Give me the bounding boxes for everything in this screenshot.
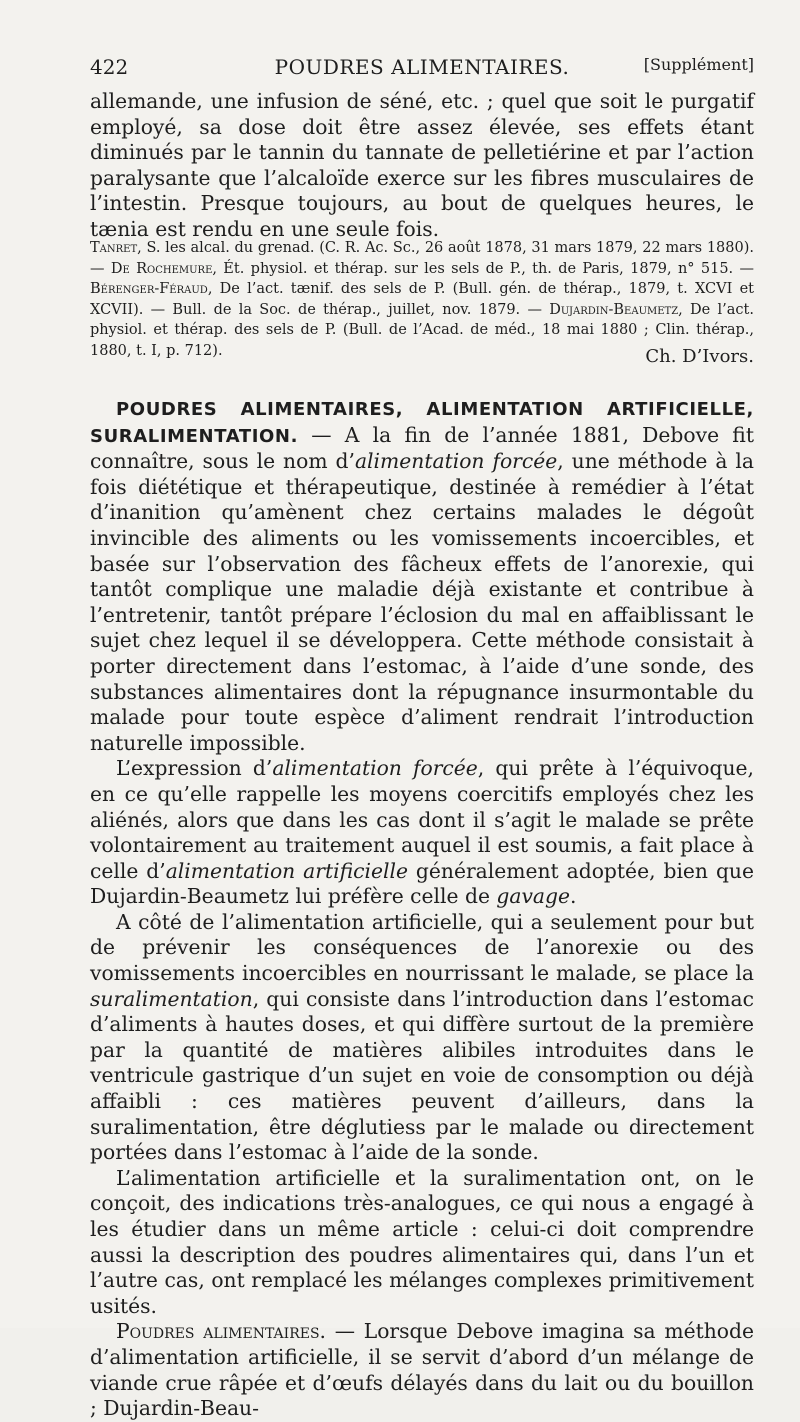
text-run: — A la fin de l’année 1881, Debove fit connaître, sous le nom d’ [90,422,754,474]
page-number: 422 [90,55,129,79]
text-run: L’expression d’ [116,756,273,781]
text-run: , qui prête à l’équivoque, en ce qu’elle rappelle les moyens coercitifs employés chez les aliénés, alors que dans les cas dont il s’agit le malade se prête volontairement au traitement auquel il est soumis, a fait place à celle d’ [90,756,754,883]
page-header [90,55,754,81]
article-paragraph-1 [90,396,754,756]
ref-author: Dujardin-Beaumetz [549,301,679,318]
intro-text: allemande, une infusion de séné, etc. ; quel que soit le purgatif employé, sa dose doit être assez élevée, ses effets étant diminués par le tannin du tannate de pelletiérine et par l’action paralysante que l’alcaloïde exerce sur les fibres musculaires de l’intestin. Presque toujours, au bout de quelques heures, le tænia est rendu en une seule fois. [90,89,754,241]
text-run: A côté de l’alimentation artificielle, qui a seulement pour but de prévenir les conséquences de l’anorexie ou des vomissements incoercibles en nourrissant le malade, se place la [90,909,754,986]
text-run: , qui consiste dans l’introduction dans l’estomac d’aliments à hautes doses, et qui diffère surtout de la première par la quantité de matières alibiles introduites dans le ventricule gastrique d’un sujet en voie de consomption ou déjà affaibli : ces matières peuvent d’ailleurs, dans la suralimentation, être déglutiess par le malade ou directement portées dans l’estomac à l’aide de la sonde. [90,986,754,1165]
ref-text: , Ét. physiol. et thérap. sur les sels de P., th. de Paris, 1879, n° 515. — [212,260,754,277]
running-title: POUDRES ALIMENTAIRES. [274,55,570,79]
article-paragraph-3 [90,910,754,1166]
bibliography [90,238,754,362]
text-run: généralement adoptée, bien que Dujardin-Beaumetz lui préfère celle de [90,858,754,909]
intro-paragraph [90,89,754,243]
text-run: , une méthode à la fois diététique et thérapeutique, destinée à remédier à l’état d’inanition qu’amènent chez certains malades le dégoût invincible des aliments ou les vomissements incoercibles, et basée sur l’observation des fâcheux effets de l’anorexie, qui tantôt complique une maladie déjà existante et contribue à l’entretenir, tantôt prépare l’éclosion du mal en affaiblissant le sujet chez lequel il se développera. Cette méthode consistait à porter directement dans l’estomac, à l’aide d’une sonde, des substances alimentaires dont la répugnance insurmontable du malade pour toute espèce d’aliment rendrait l’introduction naturelle impossible. [90,449,755,755]
article-headline: POUDRES ALIMENTAIRES, ALIMENTATION ARTIFICIELLE, SURALIMENTATION. [90,399,754,447]
section-label: [Supplément] [643,55,754,74]
article-paragraph-4: L’alimentation artificielle et la suralimentation ont, on le conçoit, des indications très-analogues, ce qui nous a engagé à les étudier dans un même article : celui-ci doit comprendre aussi la description des poudres alimentaires qui, dans l’un et l’autre cas, ont remplacé les mélanges complexes primitivement usités. [90,1165,754,1318]
article-paragraph-5 [90,1319,754,1421]
ref-text: , De l’act. tænif. des sels de P. (Bull. gén. de thérap., 1879, t. XCVI et XCVII). — Bull. de la Soc. de thérap., juillet, nov. 1879. — [90,281,754,318]
emphasis: alimentation forcée [272,756,478,781]
article-paragraph-2 [90,756,754,910]
ref-author: Bérenger-Féraud [90,281,208,298]
ref-author: Tanret [90,240,138,256]
ref-text: , De l’act. physiol. et thérap. des sels de P. (Bull. de l’Acad. de méd., 18 mai 1880 ; Clin. thérap., 1880, t. I, p. 712). [90,301,754,359]
emphasis: alimentation artificielle [165,858,408,883]
ref-author: De Rochemure [110,260,213,277]
text-run: . [570,884,577,909]
emphasis: gavage [496,884,570,909]
ref-text: , S. les alcal. du grenad. (C. R. Ac. Sc., 26 août 1878, 31 mars 1879, 22 mars 1880). — [90,240,754,277]
subsection-label: Poudres alimentaires. [116,1319,326,1344]
emphasis: suralimentation [90,986,253,1011]
author-signature: Ch. D’Ivors. [645,346,754,367]
article-body [90,396,754,1422]
emphasis: alimentation forcée [354,449,558,474]
text-run: — Lorsque Debove imagina sa méthode d’alimentation artificielle, il se servit d’abord d’un mélange de viande crue râpée et d’œufs délayés dans du lait ou du bouillon ; Dujardin-Beau- [90,1319,755,1421]
